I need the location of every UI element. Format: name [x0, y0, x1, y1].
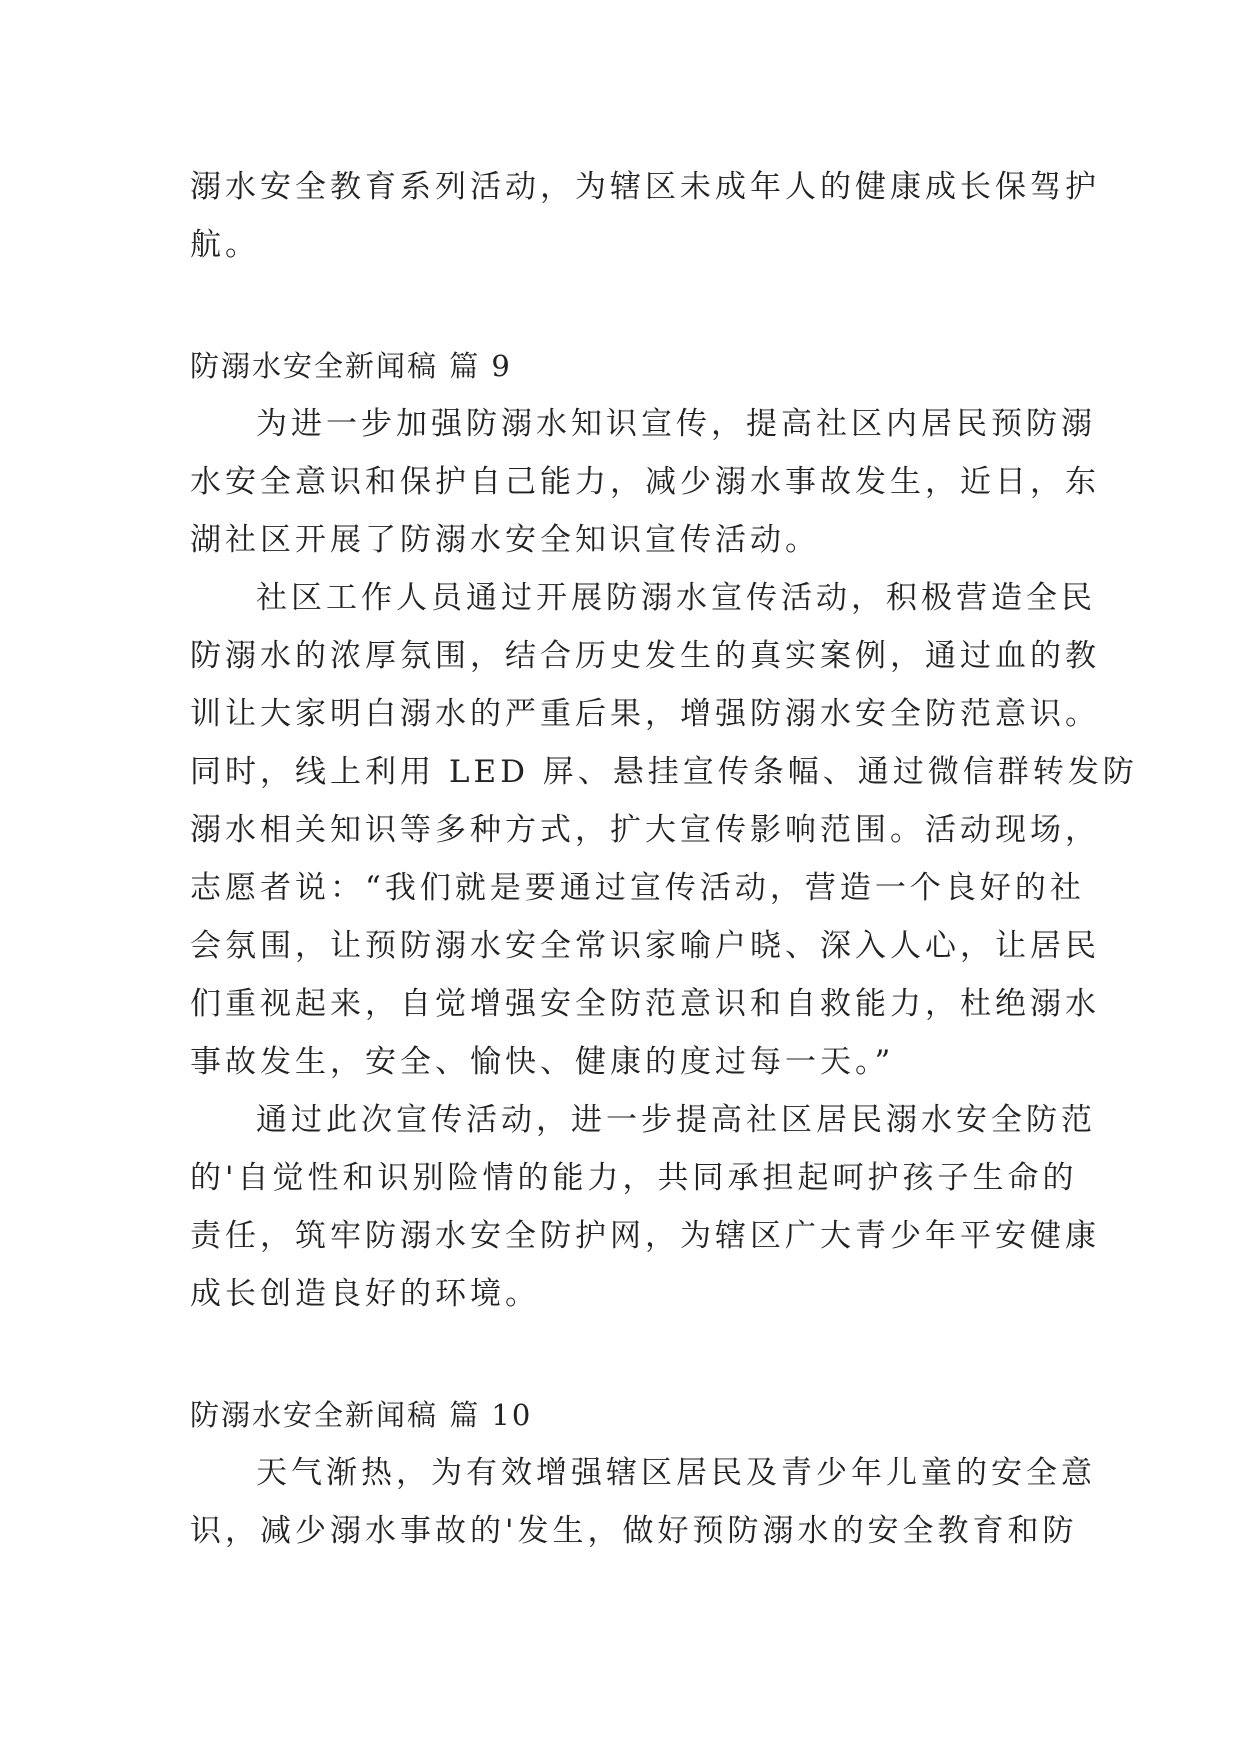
- paragraph-line: 水安全意识和保护自己能力，减少溺水事故发生，近日，东: [190, 464, 1100, 500]
- paragraph-line: 训让大家明白溺水的严重后果，增强防溺水安全防范意识。: [190, 696, 1100, 732]
- paragraph-line: 通过此次宣传活动，进一步提高社区居民溺水安全防范: [256, 1102, 1096, 1138]
- paragraph-line: 责任，筑牢防溺水安全防护网，为辖区广大青少年平安健康: [190, 1218, 1100, 1254]
- paragraph-line: 的'自觉性和识别险情的能力，共同承担起呵护孩子生命的: [190, 1160, 1078, 1196]
- section-10-title: 防溺水安全新闻稿 篇 10: [190, 1398, 533, 1432]
- paragraph-line: 湖社区开展了防溺水安全知识宣传活动。: [190, 522, 820, 558]
- paragraph-line: 会氛围，让预防溺水安全常识家喻户晓、深入人心，让居民: [190, 928, 1100, 964]
- paragraph-line: 同时，线上利用 LED 屏、悬挂宣传条幅、通过微信群转发防: [190, 754, 1138, 790]
- section-gap: [190, 1323, 1060, 1386]
- paragraph-line: 航。: [190, 227, 260, 263]
- section-gap: [190, 274, 1060, 337]
- paragraph-line: 成长创造良好的环境。: [190, 1276, 540, 1312]
- paragraph-line: 事故发生，安全、愉快、健康的度过每一天。”: [190, 1044, 895, 1080]
- paragraph-line: 志愿者说：“我们就是要通过宣传活动，营造一个良好的社: [190, 870, 1085, 906]
- paragraph-line: 溺水安全教育系列活动，为辖区未成年人的健康成长保驾护: [190, 169, 1100, 205]
- paragraph-line: 识，减少溺水事故的'发生，做好预防溺水的安全教育和防: [190, 1513, 1078, 1549]
- paragraph-line: 防溺水的浓厚氛围，结合历史发生的真实案例，通过血的教: [190, 638, 1100, 674]
- document-body: [190, 158, 1138, 1560]
- paragraph-line: 溺水相关知识等多种方式，扩大宣传影响范围。活动现场，: [190, 812, 1100, 848]
- paragraph-line: 们重视起来，自觉增强安全防范意识和自救能力，杜绝溺水: [190, 986, 1100, 1022]
- section-9-title: 防溺水安全新闻稿 篇 9: [190, 349, 512, 383]
- paragraph-line: 社区工作人员通过开展防溺水宣传活动，积极营造全民: [256, 580, 1096, 616]
- paragraph-line: 为进一步加强防溺水知识宣传，提高社区内居民预防溺: [256, 406, 1096, 442]
- paragraph-line: 天气渐热，为有效增强辖区居民及青少年儿童的安全意: [256, 1455, 1096, 1491]
